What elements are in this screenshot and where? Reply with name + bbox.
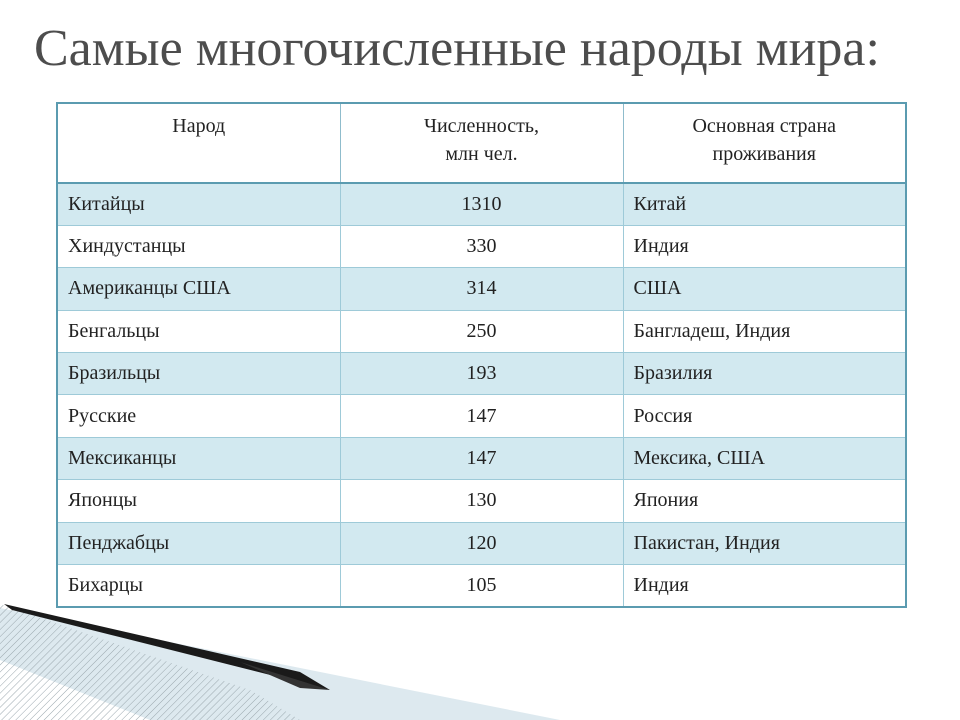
cell-population: 120 <box>340 522 623 564</box>
header-country-line1: Основная страна <box>692 115 837 137</box>
cell-people: Американцы США <box>57 268 340 310</box>
peoples-table-container <box>56 102 905 608</box>
cell-people: Японцы <box>57 480 340 522</box>
cell-population: 147 <box>340 437 623 479</box>
cell-people: Бенгальцы <box>57 310 340 352</box>
cell-population: 250 <box>340 310 623 352</box>
cell-country: Россия <box>623 395 906 437</box>
cell-country: Китай <box>623 183 906 225</box>
cell-country: Индия <box>623 225 906 267</box>
cell-people: Мексиканцы <box>57 437 340 479</box>
cell-people: Китайцы <box>57 183 340 225</box>
cell-country: Индия <box>623 565 906 607</box>
header-country-line2: проживания <box>712 143 816 165</box>
cell-population: 330 <box>340 225 623 267</box>
header-country <box>623 103 906 183</box>
cell-country: Бразилия <box>623 353 906 395</box>
cell-people: Бихарцы <box>57 565 340 607</box>
header-population <box>340 103 623 183</box>
table-row <box>57 268 906 310</box>
cell-people: Бразильцы <box>57 353 340 395</box>
cell-population: 193 <box>340 353 623 395</box>
table-header-row <box>57 103 906 183</box>
table-row <box>57 353 906 395</box>
cell-people: Пенджабцы <box>57 522 340 564</box>
decor-dark-tail <box>240 662 330 690</box>
header-people-label: Народ <box>172 115 226 137</box>
cell-population: 130 <box>340 480 623 522</box>
table-row <box>57 395 906 437</box>
slide-title: Самые многочисленные народы мира: <box>34 20 880 77</box>
cell-people: Хиндустанцы <box>57 225 340 267</box>
decor-dark-stroke <box>4 604 330 690</box>
table-row <box>57 565 906 607</box>
table-row <box>57 183 906 225</box>
decor-hatched-band <box>0 604 300 720</box>
cell-population: 1310 <box>340 183 623 225</box>
table-row <box>57 522 906 564</box>
cell-population: 105 <box>340 565 623 607</box>
peoples-table <box>56 102 907 608</box>
cell-country: Япония <box>623 480 906 522</box>
table-row <box>57 310 906 352</box>
header-people <box>57 103 340 183</box>
cell-country: Мексика, США <box>623 437 906 479</box>
cell-population: 314 <box>340 268 623 310</box>
cell-population: 147 <box>340 395 623 437</box>
cell-country: США <box>623 268 906 310</box>
decor-light-band <box>0 608 560 720</box>
cell-country: Бангладеш, Индия <box>623 310 906 352</box>
cell-country: Пакистан, Индия <box>623 522 906 564</box>
header-population-line2: млн чел. <box>445 143 518 165</box>
table-row <box>57 480 906 522</box>
cell-people: Русские <box>57 395 340 437</box>
header-population-line1: Численность, <box>423 115 540 137</box>
table-row <box>57 225 906 267</box>
table-row <box>57 437 906 479</box>
